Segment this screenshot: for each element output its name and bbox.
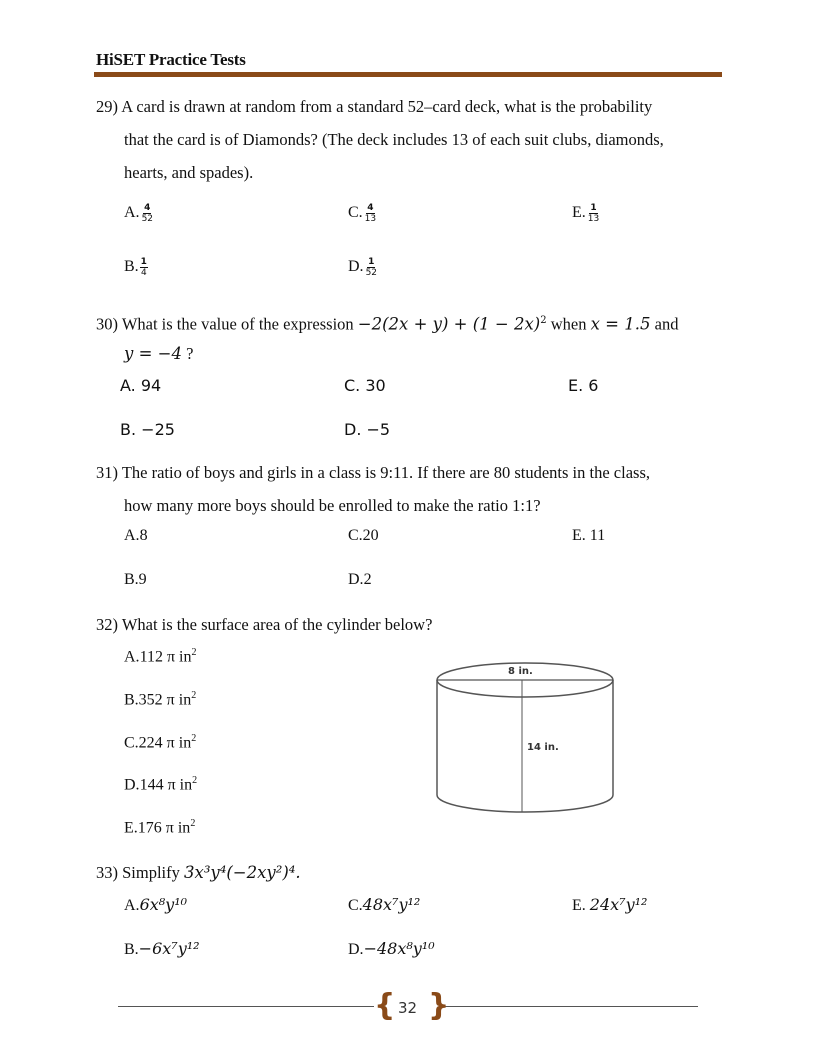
q29-option-d[interactable]: D. $\frac{1}{52}$ [348, 257, 378, 278]
q31-option-d[interactable]: D.2 [348, 571, 372, 588]
height-label: 14 in. [527, 742, 559, 753]
footer-right-bracket: } [428, 988, 450, 1023]
q29-option-c[interactable]: C. $\frac{4}{13}$ [348, 203, 377, 224]
q33-option-e[interactable]: E. 24x⁷y¹² [572, 895, 648, 914]
q33-option-c[interactable]: C.48x⁷y¹² [348, 895, 421, 914]
q30-option-d[interactable]: D. −5 [344, 420, 391, 439]
page-header-title: HiSET Practice Tests [96, 50, 246, 69]
q32-option-a[interactable]: A.112 π $in^2$ [124, 647, 197, 666]
q31-option-e[interactable]: E. 11 [572, 527, 606, 544]
q31-line1: 31) The ratio of boys and girls in a class is 9:11. If there are 80 students in the class, [96, 463, 650, 482]
q30-line2: y = −4 ? [124, 344, 194, 363]
q29-option-b[interactable]: B. $\frac{1}{4}$ [124, 257, 147, 278]
q29-line2: that the card is of Diamonds? (The deck includes 13 of each suit clubs, diamonds, [124, 130, 664, 149]
q33-option-b[interactable]: B.−6x⁷y¹² [124, 939, 200, 958]
footer-left-bracket: { [374, 988, 396, 1023]
q33-line1: 33) Simplify 3x³y⁴(−2xy²)⁴. [96, 863, 301, 882]
cylinder-figure [430, 655, 620, 820]
header-divider [94, 72, 722, 77]
q29-option-a[interactable]: A. $\frac{4}{52}$ [124, 203, 154, 224]
q32-option-c[interactable]: C.224 π $in^2$ [124, 733, 197, 752]
fraction: $\frac{1}{52}$ [365, 257, 378, 278]
fraction: $\frac{4}{13}$ [364, 203, 377, 224]
q31-line2: how many more boys should be enrolled to make the ratio 1:1? [124, 496, 541, 515]
q33-option-a[interactable]: A.6x⁸y¹⁰ [124, 895, 188, 914]
q29-line1: 29) A card is drawn at random from a standard 52–card deck, what is the probability [96, 97, 653, 116]
q33-option-d[interactable]: D.−48x⁸y¹⁰ [348, 939, 435, 958]
q31-option-c[interactable]: C.20 [348, 527, 379, 544]
q30-option-c[interactable]: C. 30 [344, 376, 386, 395]
q30-option-a[interactable]: A. 94 [120, 376, 162, 395]
footer-rule-left [118, 1006, 374, 1007]
page-number: 32 [398, 999, 418, 1017]
q30-line1: 30) What is the value of the expression $-2(2x + y) + (1 - 2x)^2$ when x = 1.5 and [96, 314, 679, 334]
fraction: $\frac{1}{4}$ [140, 257, 147, 278]
fraction: $\frac{1}{13}$ [587, 203, 600, 224]
q32-option-d[interactable]: D.144 π $in^2$ [124, 775, 198, 794]
fraction: $\frac{4}{52}$ [141, 203, 154, 224]
q31-option-b[interactable]: B.9 [124, 571, 147, 588]
q30-option-b[interactable]: B. −25 [120, 420, 175, 439]
q32-option-b[interactable]: B.352 π $in^2$ [124, 690, 197, 709]
diameter-label: 8 in. [508, 666, 533, 677]
q32-line1: 32) What is the surface area of the cylinder below? [96, 615, 433, 634]
q31-option-a[interactable]: A.8 [124, 527, 148, 544]
q29-line3: hearts, and spades). [124, 163, 254, 182]
q30-option-e[interactable]: E. 6 [568, 376, 599, 395]
q29-option-e[interactable]: E. $\frac{1}{13}$ [572, 203, 600, 224]
footer-rule-right [442, 1006, 698, 1007]
q32-option-e[interactable]: E.176 π $in^2$ [124, 818, 196, 837]
